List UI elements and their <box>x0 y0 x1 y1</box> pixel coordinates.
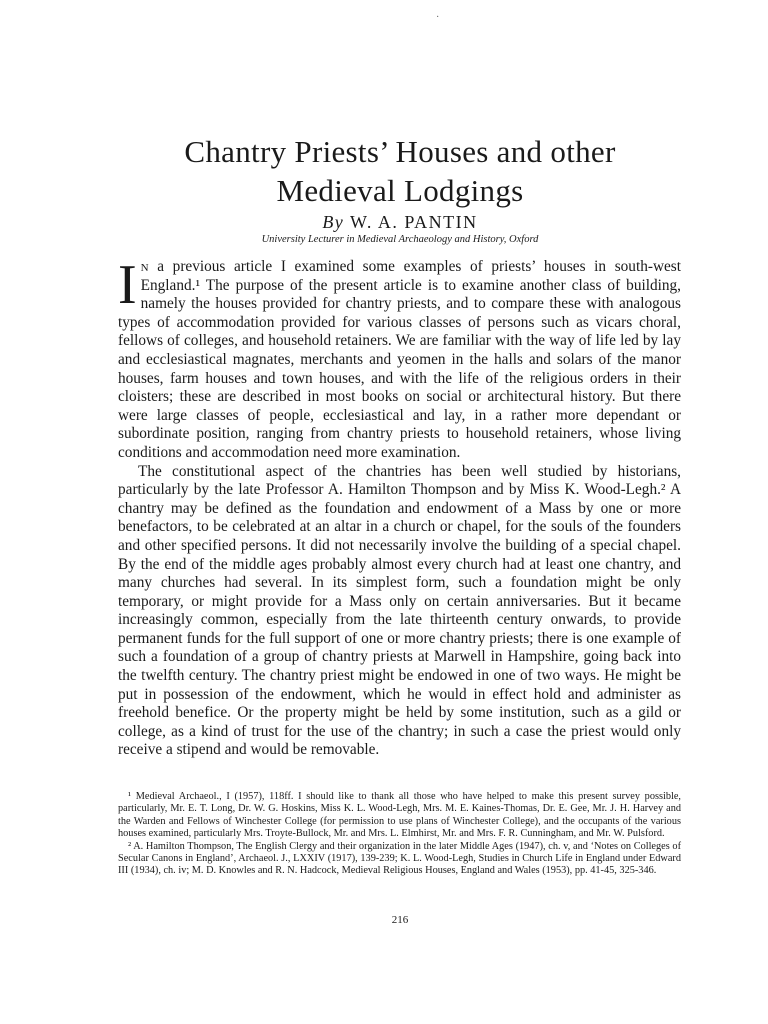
footnotes <box>118 791 681 878</box>
paragraph-2: The constitutional aspect of the chantries has been well studied by historians, particularly by the late Professor A. Hamilton Thompson and by Miss K. Wood-Legh.² A chantry may be defined as the foundation and endowment of a Mass by one or more benefactors, to be celebrated at an altar in a church or chapel, for the souls of the founders and other specified persons. It did not necessarily involve the building of a special chapel. By the end of the middle ages probably almost every church had at least one chantry, and many churches had several. In its simplest form, such a foundation might be only temporary, or might provide for a Mass only on certain anniversaries. But it became increasingly common, especially from the late thirteenth century onwards, to provide permanent funds for the full support of one or more chantry priests; there is one example of such a foundation of a group of chantry priests at Marwell in Hampshire, going back into the twelfth century. The chantry priest might be endowed in one of two ways. He might be put in possession of the endowment, which he would in effect hold and administer as freehold benefice. Or the property might be held by some institution, such as a gild or college, as a kind of trust for the use of the chantry; in such a case the priest would only receive a stipend and would be removable. <box>118 462 681 759</box>
title-line-1: Chantry Priests’ Houses and other <box>184 134 616 169</box>
article-body <box>118 254 681 760</box>
footnote-2: ² A. Hamilton Thompson, The English Clergy and their organization in the later Middle Ages (1947), ch. v, and ‘Notes on Colleges of Secular Canons in England’, Archaeol. J., LXXIV (1917), 139-239; K. L. Wood-Legh, Studies in Church Life in England under Edward III (1934), ch. iv; M. D. Knowles and R. N. Hadcock, Medieval Religious Houses, England and Wales (1953), pp. 41-45, 325-346. <box>118 840 681 877</box>
title-line-2: Medieval Lodgings <box>276 173 524 208</box>
small-caps-lead: n <box>140 258 149 275</box>
page-number: 216 <box>391 914 409 926</box>
byline <box>100 212 700 233</box>
author-name: W. A. PANTIN <box>349 212 478 232</box>
byline-prefix: By <box>322 212 345 232</box>
footnote-1: ¹ Medieval Archaeol., I (1957), 118ff. I should like to thank all those who have helped to make this present survey possible, particularly, Mr. E. T. Long, Dr. W. G. Hoskins, Miss K. L. Wood-Legh, Mrs. M. E. Kaines-Thomas, Dr. E. Gee, Mr. J. H. Harvey and the Warden and Fellows of Winchester College (for permission to use plans of Winchester College), and the occupants of the various houses examined, particularly Mrs. Troyte-Bullock, Mr. and Mrs. L. Elmhirst, Mr. and Mrs. F. R. Cunningham, and Mr. W. Pulsford. <box>118 791 681 840</box>
paragraph-1-text: a previous article I examined some examples of priests’ houses in south-west England.¹ The purpose of the present article is to examine another class of building, namely the houses provided for chantry priests, and to compare these with analogous types of accommodation provided for various classes of persons such as vicars choral, fellows of colleges, and household retainers. We are familiar with the way of life led by lay and ecclesiastical magnates, merchants and yeomen in the halls and solars of the manor houses, farm houses and town houses, and with the life of the religious orders in their cloisters; these are described in most books on social or architectural history. But there were large classes of people, ecclesiastical and lay, in a rather more dependant or subordinate position, ranging from chantry priests to household retainers, whose living conditions and accommodation need more examination. <box>118 258 681 461</box>
article-title <box>100 132 700 210</box>
author-affiliation: University Lecturer in Medieval Archaeology and History, Oxford <box>261 234 539 245</box>
drop-cap: I <box>118 254 137 316</box>
paragraph-1 <box>118 254 681 463</box>
top-mark: · <box>436 12 440 23</box>
